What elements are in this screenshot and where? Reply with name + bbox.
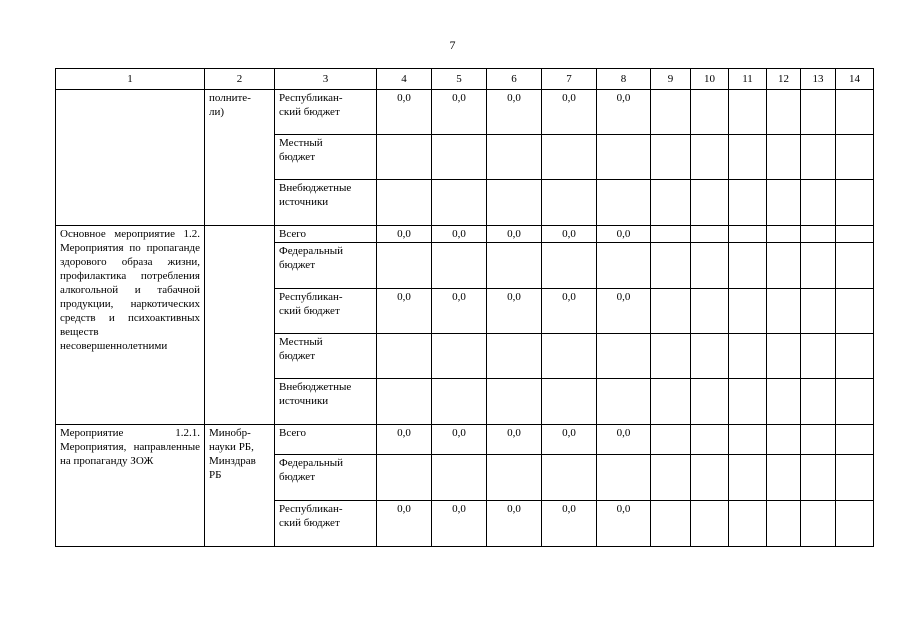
table-header-row [56, 69, 874, 90]
column-header: 5 [432, 69, 487, 90]
value-cell [767, 379, 801, 425]
value-cell [597, 180, 651, 226]
value-cell [597, 379, 651, 425]
value-cell [691, 180, 729, 226]
value-cell [377, 243, 432, 289]
value-cell: 0,0 [487, 501, 542, 547]
value-cell [801, 180, 836, 226]
value-cell [487, 334, 542, 379]
value-cell [651, 379, 691, 425]
value-cell [729, 455, 767, 501]
value-cell: 0,0 [432, 501, 487, 547]
value-cell [691, 289, 729, 334]
value-cell [767, 455, 801, 501]
funding-source-cell: Федеральный бюджет [275, 243, 377, 289]
column-header: 3 [275, 69, 377, 90]
value-cell: 0,0 [377, 90, 432, 135]
value-cell [487, 180, 542, 226]
value-cell: 0,0 [377, 501, 432, 547]
value-cell [836, 501, 874, 547]
funding-source-cell: Внебюджетные источники [275, 180, 377, 226]
funding-source-cell: Местный бюджет [275, 135, 377, 180]
value-cell [767, 425, 801, 455]
value-cell [836, 289, 874, 334]
funding-source-cell: Всего [275, 425, 377, 455]
value-cell: 0,0 [597, 501, 651, 547]
value-cell: 0,0 [542, 289, 597, 334]
value-cell [729, 334, 767, 379]
value-cell [651, 243, 691, 289]
measure-name-cell: Мероприятие 1.2.1. Мероприятия, направленные на пропаганду ЗОЖ [56, 425, 205, 547]
value-cell [691, 243, 729, 289]
page-number: 7 [449, 38, 456, 52]
value-cell: 0,0 [597, 289, 651, 334]
value-cell [651, 289, 691, 334]
value-cell [432, 243, 487, 289]
value-cell [729, 135, 767, 180]
value-cell [377, 379, 432, 425]
column-header: 8 [597, 69, 651, 90]
value-cell [432, 135, 487, 180]
value-cell [767, 135, 801, 180]
value-cell: 0,0 [487, 90, 542, 135]
executor-cell: полните- ли) [205, 90, 275, 226]
value-cell [801, 243, 836, 289]
value-cell [836, 90, 874, 135]
column-header: 7 [542, 69, 597, 90]
value-cell [542, 334, 597, 379]
value-cell [767, 289, 801, 334]
value-cell [597, 334, 651, 379]
value-cell [691, 425, 729, 455]
value-cell [801, 501, 836, 547]
value-cell [487, 135, 542, 180]
table-row [56, 90, 874, 135]
value-cell [651, 90, 691, 135]
value-cell [597, 243, 651, 289]
value-cell [651, 455, 691, 501]
value-cell [767, 90, 801, 135]
value-cell [487, 455, 542, 501]
value-cell: 0,0 [597, 425, 651, 455]
funding-source-cell: Федеральный бюджет [275, 455, 377, 501]
value-cell: 0,0 [377, 226, 432, 243]
value-cell [487, 379, 542, 425]
value-cell: 0,0 [432, 226, 487, 243]
value-cell [597, 135, 651, 180]
value-cell [691, 379, 729, 425]
table-row [56, 425, 874, 455]
column-header: 4 [377, 69, 432, 90]
value-cell [801, 334, 836, 379]
value-cell [729, 90, 767, 135]
value-cell [542, 180, 597, 226]
column-header: 10 [691, 69, 729, 90]
value-cell [801, 379, 836, 425]
value-cell [542, 379, 597, 425]
value-cell [651, 425, 691, 455]
value-cell [836, 455, 874, 501]
executor-cell: Минобр- науки РБ, Минздрав РБ [205, 425, 275, 547]
value-cell [377, 135, 432, 180]
value-cell [691, 90, 729, 135]
value-cell [801, 135, 836, 180]
value-cell [729, 226, 767, 243]
value-cell: 0,0 [542, 226, 597, 243]
column-header: 12 [767, 69, 801, 90]
value-cell [542, 455, 597, 501]
value-cell [377, 455, 432, 501]
value-cell [377, 180, 432, 226]
value-cell [651, 180, 691, 226]
value-cell [801, 226, 836, 243]
funding-source-cell: Внебюджетные источники [275, 379, 377, 425]
table-row [56, 226, 874, 243]
value-cell: 0,0 [542, 90, 597, 135]
value-cell [691, 135, 729, 180]
value-cell [432, 379, 487, 425]
value-cell [432, 334, 487, 379]
value-cell [691, 455, 729, 501]
value-cell [836, 180, 874, 226]
funding-source-cell: Республикан- ский бюджет [275, 501, 377, 547]
column-header: 13 [801, 69, 836, 90]
value-cell [729, 379, 767, 425]
value-cell [801, 289, 836, 334]
value-cell [377, 334, 432, 379]
value-cell [432, 455, 487, 501]
value-cell [729, 289, 767, 334]
value-cell: 0,0 [542, 501, 597, 547]
value-cell [691, 334, 729, 379]
value-cell: 0,0 [597, 90, 651, 135]
value-cell: 0,0 [487, 289, 542, 334]
value-cell [542, 243, 597, 289]
value-cell [651, 226, 691, 243]
value-cell [836, 334, 874, 379]
value-cell [597, 455, 651, 501]
column-header: 1 [56, 69, 205, 90]
value-cell [767, 226, 801, 243]
funding-source-cell: Местный бюджет [275, 334, 377, 379]
value-cell [767, 180, 801, 226]
executor-cell [205, 226, 275, 425]
value-cell [836, 135, 874, 180]
value-cell: 0,0 [432, 289, 487, 334]
budget-table [55, 68, 874, 547]
value-cell: 0,0 [432, 425, 487, 455]
value-cell [542, 135, 597, 180]
value-cell [729, 243, 767, 289]
value-cell [729, 180, 767, 226]
value-cell [801, 455, 836, 501]
value-cell: 0,0 [432, 90, 487, 135]
column-header: 2 [205, 69, 275, 90]
funding-source-cell: Республикан- ский бюджет [275, 90, 377, 135]
value-cell [651, 334, 691, 379]
column-header: 11 [729, 69, 767, 90]
value-cell [729, 501, 767, 547]
value-cell [767, 501, 801, 547]
funding-source-cell: Республикан- ский бюджет [275, 289, 377, 334]
value-cell [801, 425, 836, 455]
value-cell [836, 425, 874, 455]
value-cell [767, 243, 801, 289]
value-cell [432, 180, 487, 226]
value-cell [691, 226, 729, 243]
value-cell: 0,0 [487, 425, 542, 455]
value-cell [836, 379, 874, 425]
funding-source-cell: Всего [275, 226, 377, 243]
value-cell: 0,0 [542, 425, 597, 455]
value-cell [801, 90, 836, 135]
column-header: 9 [651, 69, 691, 90]
measure-name-cell [56, 90, 205, 226]
value-cell [836, 226, 874, 243]
value-cell [487, 243, 542, 289]
value-cell: 0,0 [377, 289, 432, 334]
value-cell: 0,0 [597, 226, 651, 243]
value-cell [651, 501, 691, 547]
value-cell: 0,0 [487, 226, 542, 243]
column-header: 6 [487, 69, 542, 90]
value-cell [836, 243, 874, 289]
value-cell [691, 501, 729, 547]
column-header: 14 [836, 69, 874, 90]
value-cell [767, 334, 801, 379]
value-cell: 0,0 [377, 425, 432, 455]
measure-name-cell: Основное мероприятие 1.2. Мероприятия по пропаганде здорового образа жизни, профилактика потребления алкогольной и табачной продукции, наркотических средств и психоактивных веществ несовершеннолетними [56, 226, 205, 425]
value-cell [729, 425, 767, 455]
value-cell [651, 135, 691, 180]
